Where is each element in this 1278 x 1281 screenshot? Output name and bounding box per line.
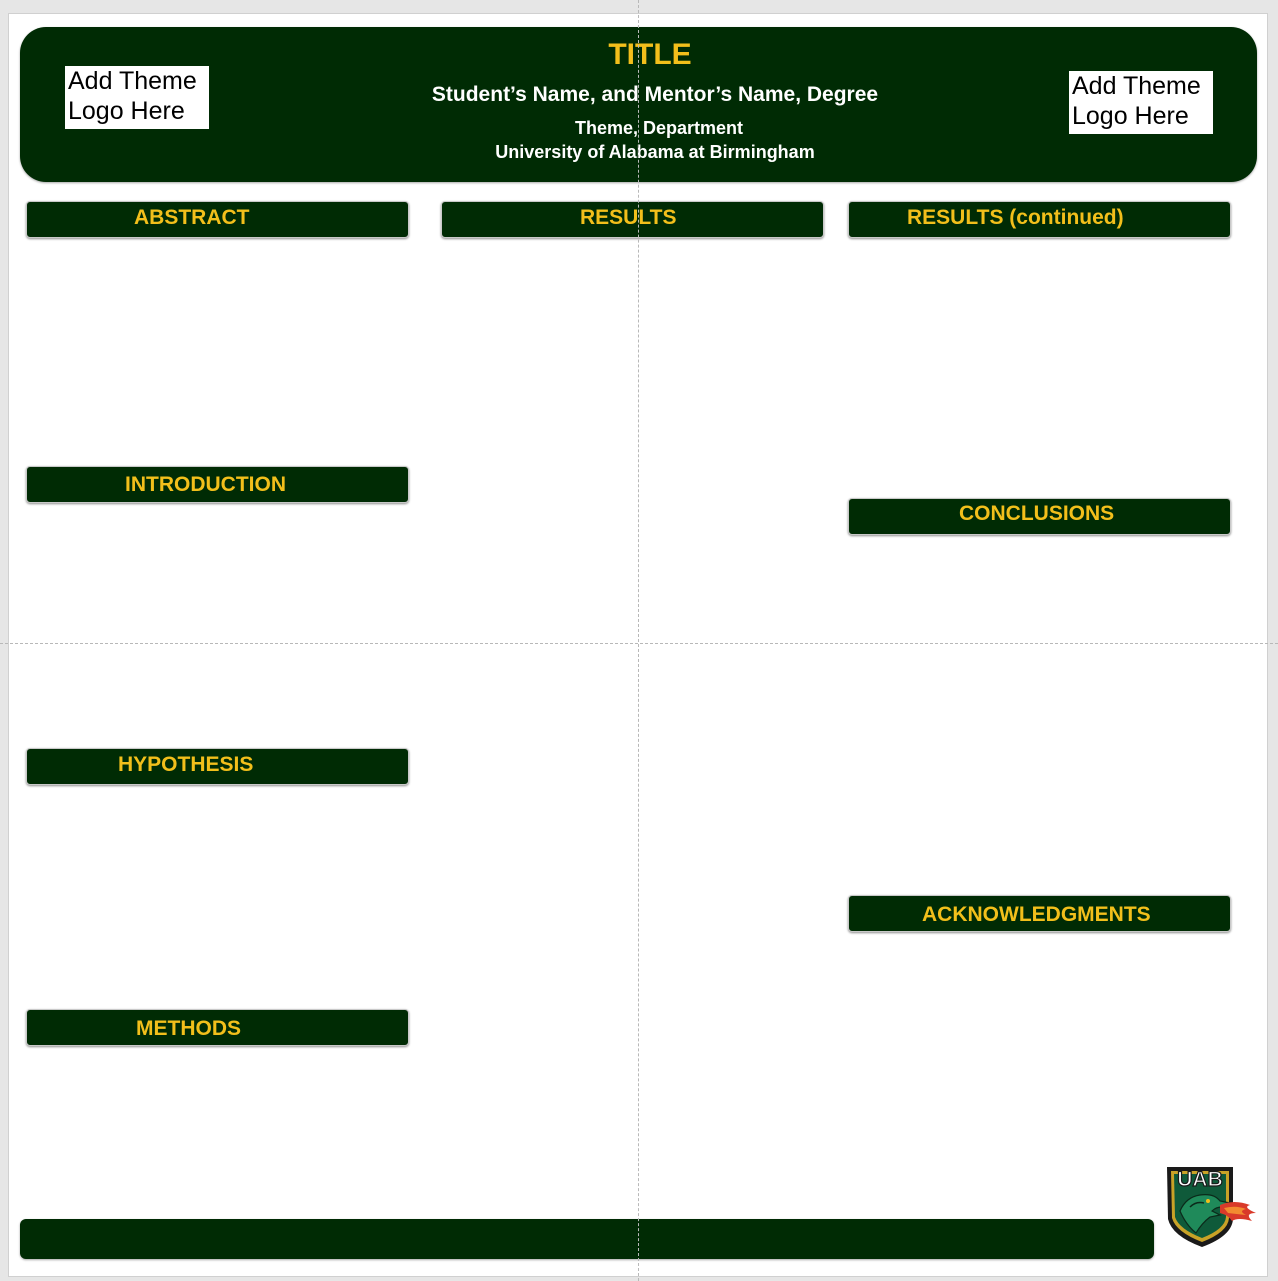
- section-header-hypothesis[interactable]: [26, 748, 409, 785]
- title-banner: [20, 27, 1257, 182]
- author-names[interactable]: Student’s Name, and Mentor’s Name, Degree: [431, 83, 879, 106]
- footer-bar[interactable]: [20, 1219, 1154, 1259]
- uab-dragon-logo: [1162, 1163, 1262, 1249]
- section-header-conclusions[interactable]: [848, 498, 1231, 535]
- section-label: HYPOTHESIS: [118, 753, 254, 776]
- section-header-introduction[interactable]: [26, 466, 409, 503]
- poster-title[interactable]: TITLE: [608, 38, 692, 71]
- section-label: ABSTRACT: [134, 206, 250, 229]
- section-header-acknowledgments[interactable]: [848, 895, 1231, 932]
- section-header-results-continued[interactable]: [848, 201, 1231, 238]
- logo-placeholder-left[interactable]: Add Theme Logo Here: [65, 66, 209, 129]
- logo-placeholder-right[interactable]: Add Theme Logo Here: [1069, 71, 1213, 134]
- section-header-results[interactable]: [441, 201, 824, 238]
- university-line[interactable]: University of Alabama at Birmingham: [495, 142, 815, 162]
- section-label: RESULTS: [580, 206, 677, 229]
- section-header-abstract[interactable]: [26, 201, 409, 238]
- section-label: RESULTS (continued): [907, 206, 1124, 229]
- section-label: ACKNOWLEDGMENTS: [922, 903, 1151, 926]
- section-label: METHODS: [136, 1017, 241, 1040]
- uab-wordmark: UAB: [1177, 1168, 1223, 1191]
- department-line[interactable]: Theme, Department: [574, 118, 744, 138]
- section-label: CONCLUSIONS: [959, 502, 1115, 525]
- section-header-methods[interactable]: [26, 1009, 409, 1046]
- section-label: INTRODUCTION: [125, 473, 286, 496]
